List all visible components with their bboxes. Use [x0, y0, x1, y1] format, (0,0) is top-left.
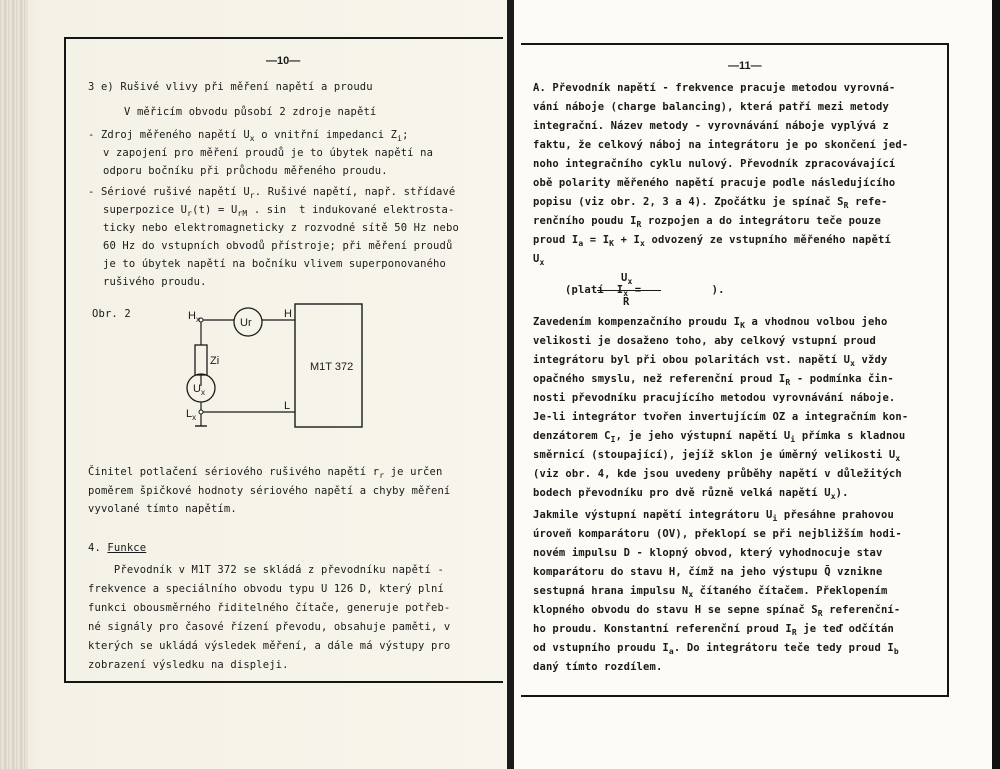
text-run: , je jeho výstupní napětí U [615, 430, 791, 442]
para-c-line9: daný tímto rozdílem. [533, 661, 663, 673]
text-run: rozpojen a do integrátoru teče pouze [641, 215, 881, 227]
text-run: Zavedením kompenzačního proudu I [533, 316, 741, 328]
para-c-line1 [533, 506, 894, 525]
formula-denominator: R [623, 296, 630, 308]
para-b-line10 [533, 484, 849, 503]
page-edges [0, 0, 28, 769]
text-run: renčního poudu I [533, 215, 637, 227]
label-ux [193, 383, 205, 397]
numerator-main: U [621, 272, 628, 284]
para-c-line3: novém impulsu D - klopný obvod, který vyhodnocuje stav [533, 547, 883, 559]
terminal-lx [199, 410, 203, 414]
para-b-line7 [533, 427, 905, 446]
text-run: přímka s kladnou [795, 430, 906, 442]
text-run: integrátoru byl při obou polaritách vst. napětí U [533, 354, 851, 366]
text-run: referenční- [822, 604, 901, 616]
subscript: R [843, 201, 849, 210]
subscript: R [636, 220, 642, 229]
text-run: čítaného čítačem. Překlopením [693, 585, 888, 597]
zi-resistor [195, 345, 207, 375]
text-run: + I [614, 234, 641, 246]
subscript: i [772, 514, 778, 523]
para-a-line9 [533, 231, 891, 250]
function-line4: né signály pro časové řízení převodu, obsahuje paměti, v [88, 621, 451, 633]
subscript: r [249, 191, 255, 200]
subscript: r [379, 471, 385, 480]
subscript: rM [237, 209, 248, 218]
text-run: - Zdroj měřeného napětí U [88, 129, 250, 141]
text-run: o vnitřní impedanci Z [254, 129, 398, 141]
label-hx [188, 310, 200, 324]
text-run: popisu (viz obr. 2, 3 a 4). Zpočátku je spínač S [533, 196, 844, 208]
text-run: a vhodnou volbou jeho [745, 316, 888, 328]
para-a-line7 [533, 193, 887, 212]
function-line5: kterých se ukládá výsledek měření, a dále má výstupy pro [88, 640, 451, 652]
bullet-series-line2 [103, 201, 454, 220]
text-run: . Rušivé napětí, např. střídavé [254, 186, 456, 198]
para-a-line3: integrační. Název metody - vyrovnávání náboje vyplývá z [533, 120, 889, 132]
text-run: = I [583, 234, 610, 246]
subscript: I [610, 435, 616, 444]
numerator-sub: x [627, 277, 633, 286]
text-run: sestupná hrana impulsu N [533, 585, 689, 597]
para-b-line8 [533, 446, 900, 465]
book-gutter [507, 0, 514, 769]
text-run: superpozice U [103, 204, 188, 216]
page-number-right: —11— [728, 60, 762, 72]
text-run: proud I [533, 234, 579, 246]
text-run: odvozený ze vstupního měřeného napětí [645, 234, 891, 246]
text-run: od vstupního proudu I [533, 642, 669, 654]
bullet-series-line4: 60 Hz do vstupních obvodů přístroje; při měření proudů [103, 240, 453, 252]
text-run: ; [402, 129, 409, 141]
subscript: b [893, 647, 899, 656]
label-ur: Ur [240, 317, 252, 329]
label-lx [186, 408, 196, 422]
text-run: klopného obvodu do stavu H se sepne spínač S [533, 604, 818, 616]
subscript: x [830, 492, 836, 501]
bullet-source-voltage [88, 126, 409, 145]
text-run: U [533, 253, 540, 265]
para-b-line6: Je-li integrátor tvořen invertujícím OZ a integračním kon- [533, 411, 909, 423]
label-ux-main: U [193, 383, 201, 395]
formula-prefix: (platí I [565, 284, 624, 296]
text-run: vždy [855, 354, 888, 366]
function-line3: funkci obousměrného řiditelného čítače, generuje potřeb- [88, 602, 451, 614]
text-run: ho proudu. Konstantní referenční proud I [533, 623, 792, 635]
text-run: refe- [848, 196, 888, 208]
subscript: a [578, 239, 584, 248]
text-run: . Do integrátoru teče tedy proud I [673, 642, 894, 654]
bullet-series-voltage [88, 183, 455, 202]
subscript: x [850, 359, 856, 368]
rejection-paragraph-line3: vyvolané tímto napětím. [88, 503, 237, 515]
text-run: Činitel potlačení sériového rušivého napětí r [88, 466, 380, 478]
subscript: x [539, 258, 545, 267]
text-run: bodech převodníku pro dvě různě velká napětí U [533, 487, 831, 499]
subscript: K [609, 239, 615, 248]
subscript: r [187, 209, 193, 218]
label-hx-sub: x [195, 315, 200, 324]
text-run: . sin t indukované elektrosta- [247, 204, 455, 216]
fraction-bar [597, 290, 661, 291]
label-zi: Zi [210, 355, 220, 367]
label-hx-main: H [188, 310, 196, 322]
para-c-line7 [533, 620, 894, 639]
text-run: směrnicí (stoupající), jejíž sklon je úměrný velikosti U [533, 449, 896, 461]
text-run: - Sériové rušivé napětí U [88, 186, 250, 198]
function-line6: zobrazení výsledku na displeji. [88, 659, 289, 671]
label-lx-main: L [186, 408, 193, 420]
rejection-paragraph-line1 [88, 463, 442, 482]
bullet-source-line3: odporu bočníku při průchodu měřeného proudu. [103, 165, 388, 177]
text-run: opačného smyslu, než referenční proud I [533, 373, 786, 385]
para-b-line4 [533, 370, 894, 389]
label-l: L [284, 400, 291, 412]
formula-suffix: ). [711, 284, 725, 296]
para-a-line6: obě polarity měřeného napětí pracuje podle následujícího [533, 177, 896, 189]
circuit-diagram [180, 300, 380, 435]
rejection-paragraph-line2: poměrem špičkové hodnoty sériového napětí a chyby měření [88, 485, 451, 497]
text-run: - podmínka čin- [790, 373, 894, 385]
para-a-line5: noho integračního cyklu nulový. Převodník zpracovávající [533, 158, 896, 170]
para-c-line4: komparátoru do stavu H, čímž na jeho výstupu Q̄ vznikne [533, 566, 883, 578]
subscript: i [790, 435, 796, 444]
subscript: R [791, 628, 797, 637]
subscript: R [817, 609, 823, 618]
para-a-line10 [533, 250, 544, 269]
figure-caption: Obr. 2 [92, 308, 131, 320]
bullet-series-line6: rušivého proudu. [103, 276, 207, 288]
function-line2: frekvence a speciálního obvodu typu U 126 D, který plní [88, 583, 444, 595]
subscript: K [740, 321, 746, 330]
para-b-line3 [533, 351, 887, 370]
para-b-line5: nosti převodníku pracujícího metodou vyrovnávání náboje. [533, 392, 896, 404]
subscript: x [249, 134, 255, 143]
subscript: a [668, 647, 674, 656]
label-lx-sub: x [192, 413, 197, 422]
subscript: x [895, 454, 901, 463]
label-device: M1T 372 [310, 361, 354, 373]
page-number-left: —10— [266, 55, 301, 67]
text-run: Jakmile výstupní napětí integrátoru U [533, 509, 773, 521]
section-4-heading [88, 539, 146, 558]
formula-lhs-sub: x [623, 289, 629, 298]
para-c-line2: úroveň komparátoru (OV), překlopí se při nejbližším hodi- [533, 528, 902, 540]
text-run: denzátorem C [533, 430, 611, 442]
formula-eq: = [628, 284, 648, 296]
section-heading: 3 e) Rušivé vlivy při měření napětí a proudu [88, 81, 373, 93]
text-run: je teď odčítán [796, 623, 894, 635]
para-c-line5 [533, 582, 887, 601]
para-a-line2: vání náboje (charge balancing), která patří mezi metody [533, 101, 889, 113]
para-c-line8 [533, 639, 899, 658]
section-number: 4. [88, 542, 108, 554]
text-run: ). [835, 487, 849, 499]
para-a-line4: faktu, že celkový náboj na integrátoru je po skončení jed- [533, 139, 909, 151]
text-run: přesáhne prahovou [777, 509, 894, 521]
label-h: H [284, 308, 292, 320]
subscript: R [785, 378, 791, 387]
para-b-line2: velikosti je dosaženo toho, aby celkový vstupní proud [533, 335, 876, 347]
function-line1: Převodník v M1T 372 se skládá z převodníku napětí - [88, 564, 444, 576]
label-ux-sub: x [200, 388, 205, 397]
para-c-line6 [533, 601, 900, 620]
para-a-line1: A. Převodník napětí - frekvence pracuje metodou vyrovná- [533, 82, 896, 94]
subscript: x [640, 239, 645, 248]
right-edge-shadow [992, 0, 1000, 769]
bullet-source-line2: v zapojení pro měření proudů je to úbytek napětí na [103, 147, 434, 159]
para-b-line9: (viz obr. 4, kde jsou uvedeny průběhy napětí v důležitých [533, 468, 902, 480]
bullet-series-line5: je to úbytek napětí na bočníku vlivem superponovaného [103, 258, 446, 270]
intro-line: V měřicím obvodu působí 2 zdroje napětí [124, 106, 377, 118]
text-run: (t) = U [192, 204, 238, 216]
text-run: je určen [384, 466, 443, 478]
para-b-line1 [533, 313, 887, 332]
section-title: Funkce [107, 542, 147, 554]
para-a-line8 [533, 212, 881, 231]
bullet-series-line3: ticky nebo elektromagneticky z rozvodné sítě 50 Hz nebo [103, 222, 459, 234]
subscript: i [397, 134, 403, 143]
subscript: x [688, 590, 694, 599]
